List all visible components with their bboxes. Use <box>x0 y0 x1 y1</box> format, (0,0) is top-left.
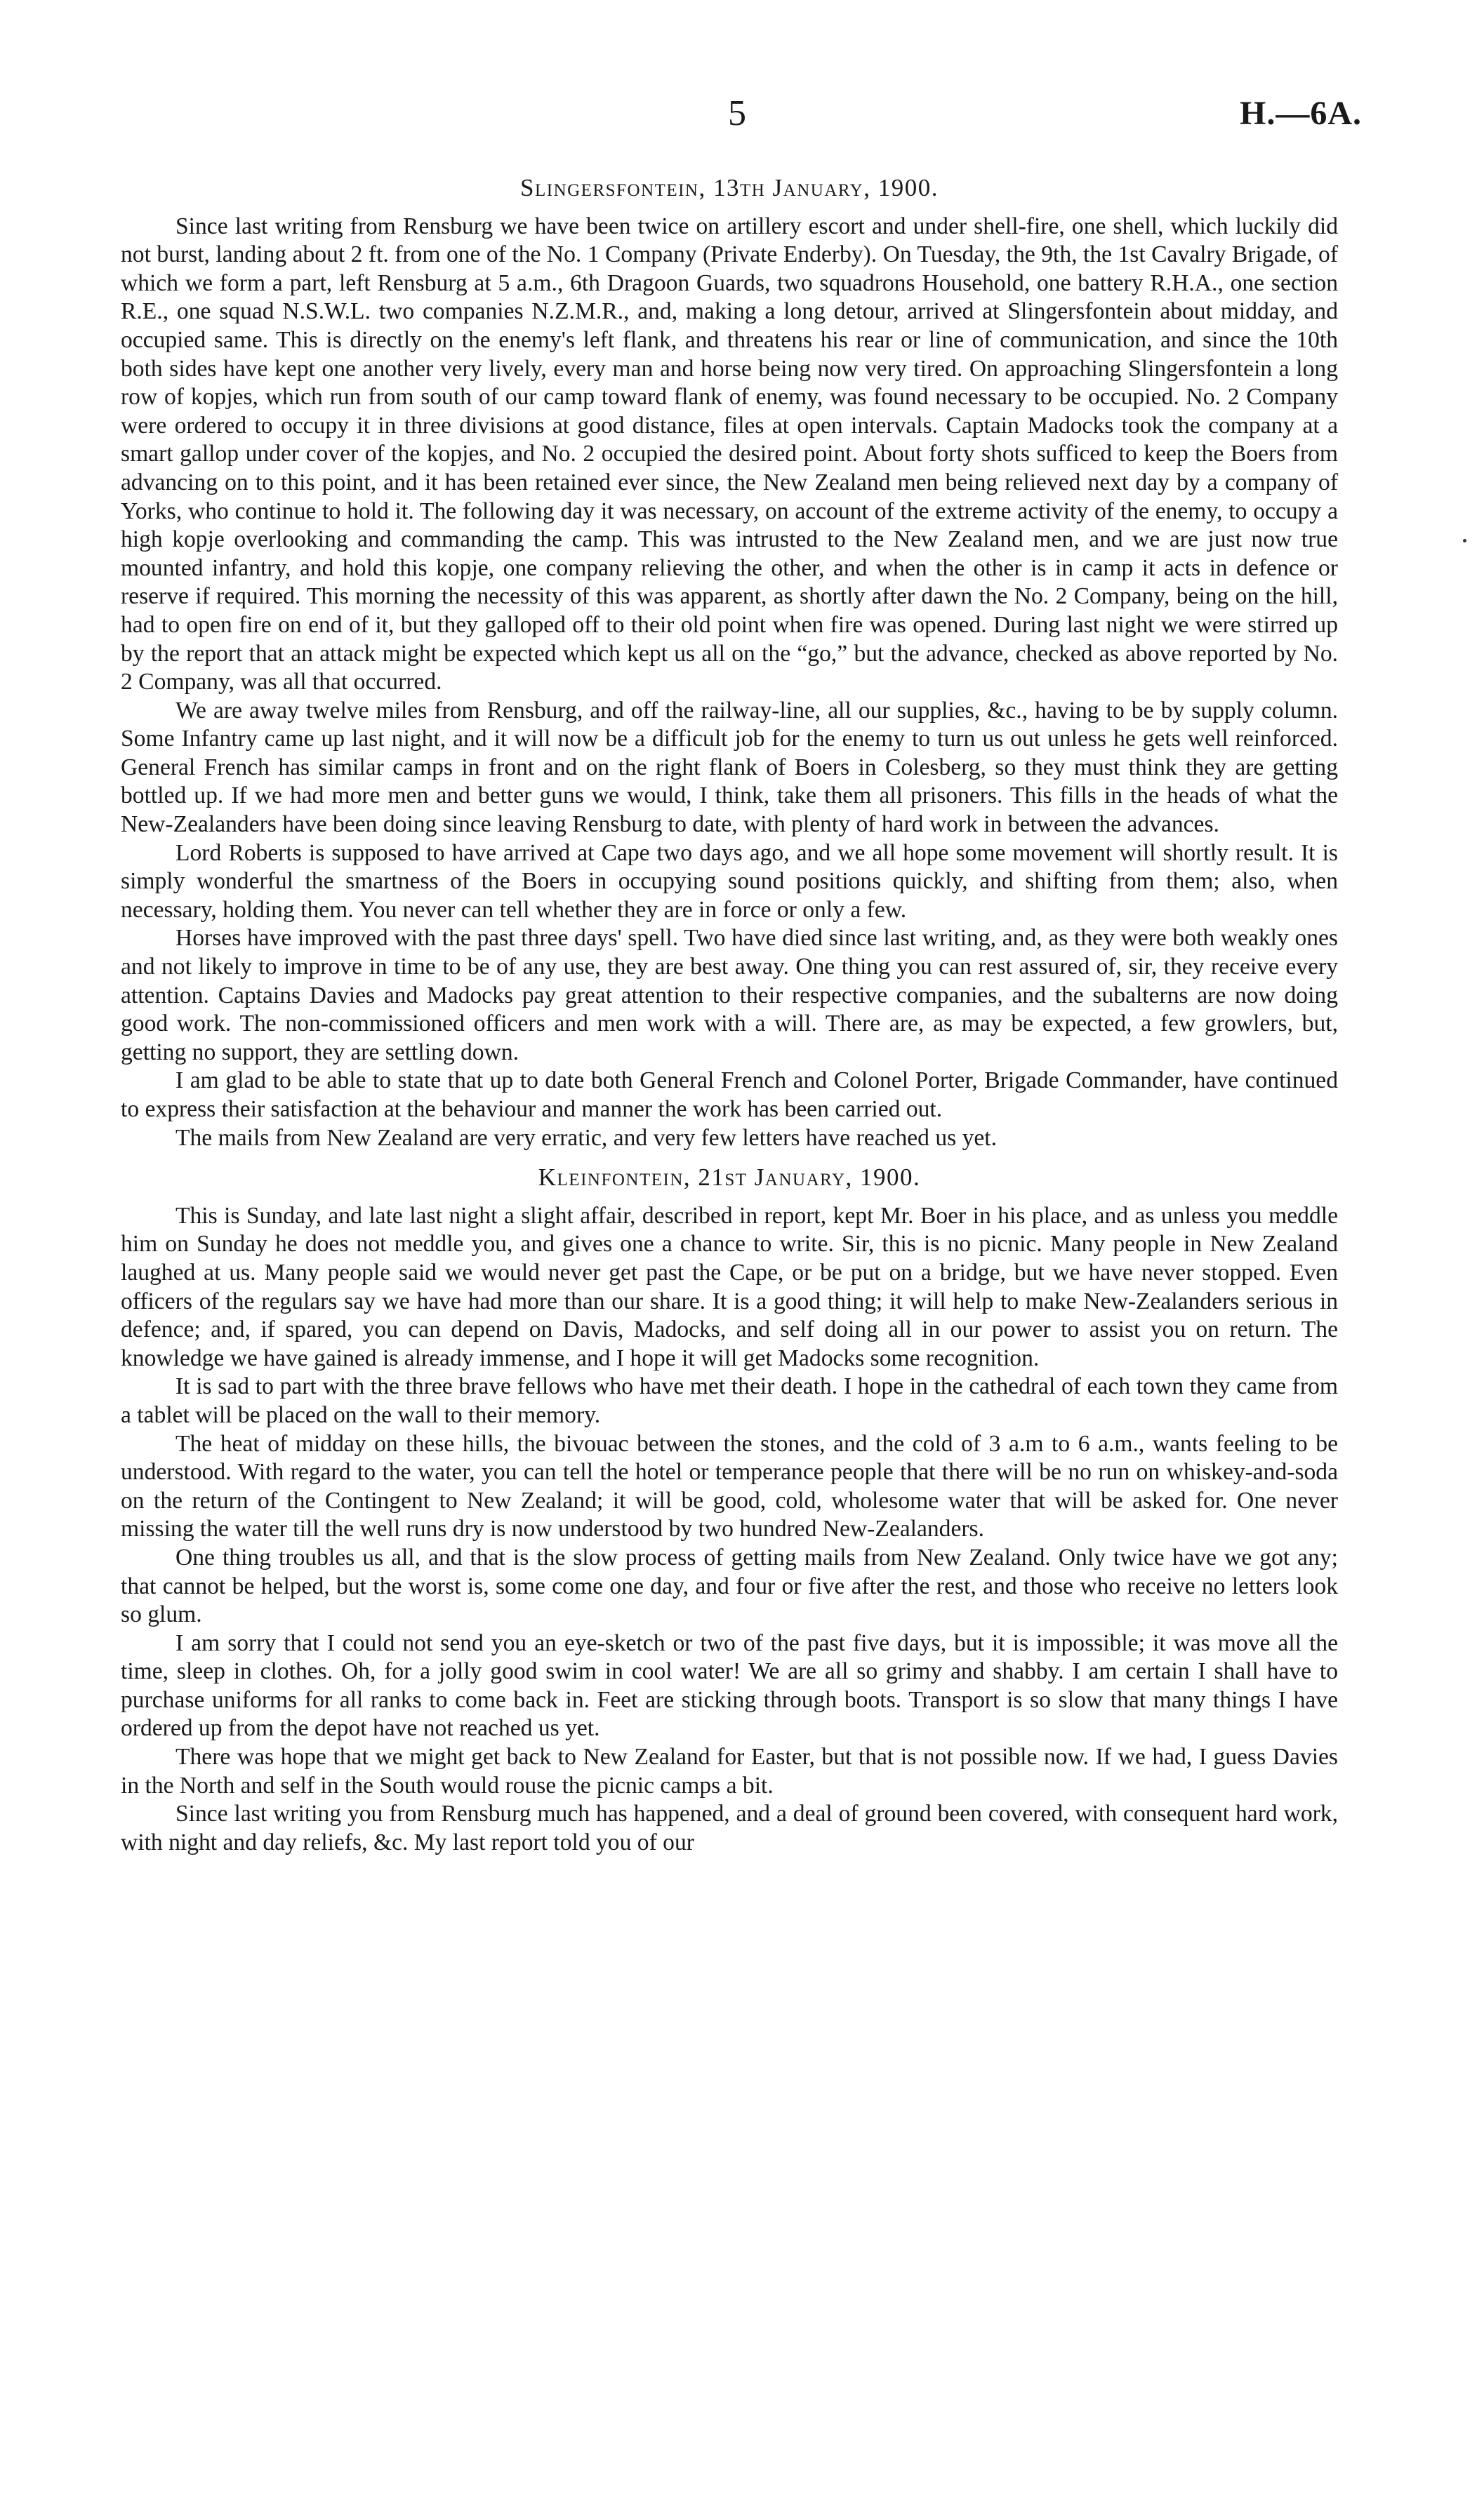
margin-dot <box>1463 539 1466 542</box>
paragraph: There was hope that we might get back to New Zealand for Easter, but that is not possible now. If we had, I guess Davies in the North and self in the South would rouse the picnic camps a bit. <box>121 1744 1338 1799</box>
paragraph: Since last writing you from Rensburg much has happened, and a deal of ground been covered, with consequent hard work, with night and day reliefs, &c. My last report told you of our <box>121 1801 1338 1855</box>
paragraph: I am sorry that I could not send you an eye-sketch or two of the past five days, but it is impossible; it was move all the time, sleep in clothes. Oh, for a jolly good swim in cool water! We are all so grimy and shabby. I am certain I shall have to purchase uniforms for all ranks to come back in. Feet are sticking through boots. Transport is so slow that many things I have ordered up from the depot have not reached us yet. <box>121 1629 1338 1742</box>
section-slingersfontein <box>121 174 1338 1152</box>
paragraph: It is sad to part with the three brave fellows who have met their death. I hope in the cathedral of each town they came from a tablet will be placed on the wall to their memory. <box>121 1373 1338 1428</box>
section-kleinfontein <box>121 1164 1338 1857</box>
paragraph: The mails from New Zealand are very erratic, and very few letters have reached us yet. <box>175 1124 998 1151</box>
paragraph: We are away twelve miles from Rensburg, and off the railway-line, all our supplies, &c., having to be by supply column. Some Infantry came up last night, and it will now be a difficult job for the enemy to turn us out unless he gets well reinforced. General French has similar camps in front and on the right flank of Boers in Colesberg, so they must think they are getting bottled up. If we had more men and better guns we would, I think, take them all prisoners. This fills in the heads of what the New-Zealanders have been doing since leaving Rensburg to date, with plenty of hard work in between the advances. <box>121 697 1338 838</box>
paragraph: The heat of midday on these hills, the bivouac between the stones, and the cold of 3 a.m to 6 a.m., wants feeling to be understood. With regard to the water, you can tell the hotel or temperance people that there will be no run on whiskey-and-soda on the return of the Contingent to New Zealand; it will be good, cold, wholesome water that will be asked for. One never missing the water till the well runs dry is now understood by two hundred New-Zealanders. <box>121 1430 1338 1542</box>
body-text <box>121 174 1338 1857</box>
paragraph: One thing troubles us all, and that is the slow process of getting mails from New Zealand. Only twice have we got any; that cannot be helped, but the worst is, some come one day, and four or five after the rest, and those who receive no letters look so glum. <box>121 1544 1338 1628</box>
document-reference: H.—6A. <box>1240 95 1362 132</box>
section-heading: Slingersfontein, 13th January, 1900. <box>520 174 939 201</box>
paragraph: Horses have improved with the past three days' spell. Two have died since last writing, and, as they were both weakly ones and not likely to improve in time to be of any use, they are best away. One thing you can rest assured of, sir, they receive every attention. Captains Davies and Madocks pay great attention to their respective companies, and the subalterns are now doing good work. The non-commissioned officers and men work with a will. There are, as may be expected, a few growlers, but, getting no support, they are settling down. <box>121 925 1338 1065</box>
paragraph: This is Sunday, and late last night a slight affair, described in report, kept Mr. Boer in his place, and as unless you meddle him on Sunday he does not meddle you, and gives one a chance to write. Sir, this is no picnic. Many people in New Zealand laughed at us. Many people said we would never get past the Cape, or be put on a bridge, but we have never stopped. Even officers of the regulars say we have had more than our share. It is a good thing; it will help to make New-Zealanders serious in defence; and, if spared, you can depend on Davis, Madocks, and self doing all in our power to assist you on return. The knowledge we have gained is already immense, and I hope it will get Madocks some recognition. <box>121 1202 1338 1371</box>
page-number: 5 <box>728 93 746 133</box>
paragraph: Lord Roberts is supposed to have arrived at Cape two days ago, and we all hope some movement will shortly result. It is simply wonderful the smartness of the Boers in occupying sound positions quickly, and shifting from them; also, when necessary, holding them. You never can tell whether they are in force or only a few. <box>121 839 1338 923</box>
paragraph: I am glad to be able to state that up to date both General French and Colonel Porter, Brigade Commander, have continued to express their satisfaction at the behaviour and manner the work has been carried out. <box>121 1067 1338 1122</box>
section-heading: Kleinfontein, 21st January, 1900. <box>538 1164 921 1192</box>
paragraph: Since last writing from Rensburg we have been twice on artillery escort and under shell-fire, one shell, which luckily did not burst, landing about 2 ft. from one of the No. 1 Company (Private Enderby). On Tuesday, the 9th, the 1st Cavalry Brigade, of which we form a part, left Rensburg at 5 a.m., 6th Dragoon Guards, two squadrons Household, one battery R.H.A., one section R.E., one squad N.S.W.L. two companies N.Z.M.R., and, making a long detour, arrived at Slingersfontein about midday, and occupied same. This is directly on the enemy's left flank, and threatens his rear or line of communication, and since the 10th both sides have kept one another very lively, every man and horse being now very tired. On approaching Slingersfontein a long row of kopjes, which run from south of our camp toward flank of enemy, was found necessary to be occupied. No. 2 Company were ordered to occupy it in three divisions at good distance, files at open intervals. Captain Madocks took the company at a smart gallop under cover of the kopjes, and No. 2 occupied the desired point. About forty shots sufficed to keep the Boers from advancing on to this point, and it has been retained ever since, the New Zealand men being relieved next day by a company of Yorks, who continue to hold it. The following day it was necessary, on account of the extreme activity of the enemy, to occupy a high kopje overlooking and commanding the camp. This was intrusted to the New Zealand men, and we are just now true mounted infantry, and hold this kopje, one company relieving the other, and when the other is in camp it acts in defence or reserve if required. This morning the necessity of this was apparent, as shortly after dawn the No. 2 Company, being on the hill, had to open fire on end of it, but they galloped off to their old point when fire was opened. During last night we were stirred up by the report that an attack might be expected which kept us all on the “go,” but the advance, checked as above reported by No. 2 Company, was all that occurred. <box>121 213 1338 695</box>
